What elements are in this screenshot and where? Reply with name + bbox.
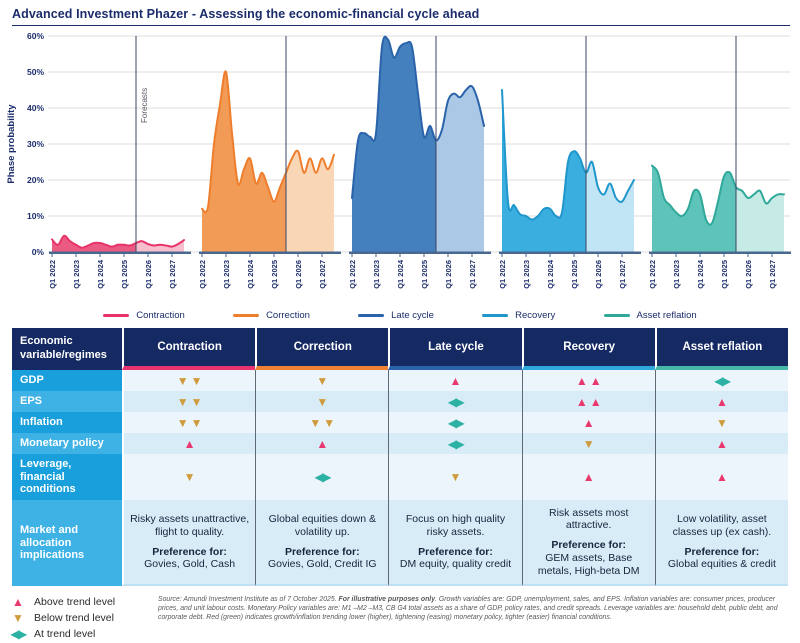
legend-label: Recovery [515,309,556,321]
chart-svg [2,28,794,306]
svg-text:Q1 2025: Q1 2025 [570,260,579,289]
trend-cell-gdp-recovery [522,370,655,391]
svg-text:50%: 50% [26,67,44,77]
preference-items: DM equity, quality credit [399,558,512,571]
legend-label: Contraction [136,309,185,321]
svg-text:Q1 2023: Q1 2023 [522,260,531,289]
svg-text:Q1 2027: Q1 2027 [618,260,627,289]
preference-items: Global equities & credit [667,558,776,571]
row-label-leverage-financial-conditions: Leverage, financial conditions [12,454,122,500]
legend-label: Late cycle [391,309,434,321]
trend-cell-monetary-policy-correction [255,433,388,454]
trend-legend [10,594,158,643]
trend-cell-leverage-financial-conditions-correction [255,454,388,500]
trend-cell-gdp-correction [255,370,388,391]
trend-cell-gdp-late-cycle [388,370,521,391]
legend-line-icon [604,314,630,317]
svg-text:Q1 2023: Q1 2023 [372,260,381,289]
up-trend-icon: ▲ [183,436,196,451]
trend-cell-leverage-financial-conditions-contraction [122,454,255,500]
trend-cell-monetary-policy-contraction [122,433,255,454]
svg-text:Q1 2026: Q1 2026 [144,260,153,289]
trend-legend-label: Below trend level [34,612,114,624]
up-trend-icon: ▲ [582,470,595,484]
trend-cell-leverage-financial-conditions-late-cycle [388,454,521,500]
phase-probability-chart [2,28,800,306]
row-label-eps: EPS [12,391,122,412]
down-trend-icon: ▼▼ [176,415,205,430]
flat-trend-icon: ◀▶ [714,373,730,388]
svg-text:Q1 2026: Q1 2026 [294,260,303,289]
row-label-monetary-policy: Monetary policy [12,433,122,454]
column-header-correction: Correction [255,328,388,370]
legend-item-recovery [482,310,555,321]
legend-item-late-cycle [358,310,434,321]
preference-label: Preference for: [418,545,493,558]
trend-cell-eps-recovery [522,391,655,412]
svg-text:60%: 60% [26,31,44,41]
legend-line-icon [103,314,129,317]
flat-trend-icon: ◀▶ [447,436,464,451]
implication-text: Focus on high quality risky assets. [405,512,506,538]
trend-legend-label: Above trend level [34,596,116,608]
up-trend-icon: ▲ [715,394,728,409]
down-trend-icon: ▼ [715,415,728,430]
column-header-contraction: Contraction [122,328,255,370]
down-trend-icon: ▼▼ [309,415,338,430]
trend-cell-inflation-contraction [122,412,255,433]
flat-trend-icon: ◀▶ [314,470,331,484]
up-trend-icon: ▲ [582,415,595,430]
trend-legend-item-up [10,596,158,608]
svg-text:10%: 10% [26,211,44,221]
legend-line-icon [233,314,259,317]
implication-cell-asset-reflation [655,500,788,586]
regimes-table [12,328,788,586]
svg-text:Q1 2024: Q1 2024 [246,260,255,289]
down-trend-icon: ▼ [449,470,462,484]
column-header-late-cycle: Late cycle [388,328,521,370]
implication-text: Low volatility, asset classes up (ex cash). [672,512,772,538]
svg-text:30%: 30% [26,139,44,149]
up-trend-icon: ▲ [449,373,462,388]
legend-label: Asset reflation [636,309,697,321]
footer [10,594,788,643]
svg-text:Q1 2022: Q1 2022 [198,260,207,289]
preference-label: Preference for: [284,545,360,558]
up-trend-icon: ▲ [715,436,728,451]
source-note [158,594,788,643]
trend-cell-leverage-financial-conditions-asset-reflation [655,454,788,500]
flat-trend-icon: ◀▶ [447,415,464,430]
down-trend-icon: ▼▼ [176,373,205,388]
implication-cell-recovery [522,500,655,586]
trend-cell-leverage-financial-conditions-recovery [522,454,655,500]
preference-label: Preference for: [684,545,760,558]
down-trend-icon: ▼ [316,373,329,388]
trend-legend-item-flat [10,628,158,640]
flat-trend-icon: ◀▶ [10,627,26,641]
up-trend-icon: ▲ [12,595,24,609]
preference-items: Govies, Gold, Cash [144,558,236,571]
svg-text:Q1 2024: Q1 2024 [546,260,555,289]
svg-text:Q1 2025: Q1 2025 [720,260,729,289]
trend-cell-monetary-policy-asset-reflation [655,433,788,454]
legend-line-icon [482,314,508,317]
implication-text: Risk assets most attractive. [549,506,629,532]
trend-cell-inflation-correction [255,412,388,433]
svg-text:Phase probability: Phase probability [6,104,17,184]
trend-legend-label: At trend level [34,628,96,640]
trend-cell-monetary-policy-late-cycle [388,433,521,454]
svg-text:Q1 2022: Q1 2022 [648,260,657,289]
source-text-bold: For illustrative purposes only [338,596,436,603]
down-trend-icon: ▼ [582,436,595,451]
trend-cell-eps-asset-reflation [655,391,788,412]
trend-cell-monetary-policy-recovery [522,433,655,454]
svg-text:20%: 20% [26,175,44,185]
row-label-inflation: Inflation [12,412,122,433]
trend-cell-gdp-contraction [122,370,255,391]
legend-label: Correction [266,309,310,321]
svg-text:Q1 2025: Q1 2025 [120,260,129,289]
svg-text:Q1 2027: Q1 2027 [768,260,777,289]
up-trend-icon: ▲▲ [575,373,604,388]
up-trend-icon: ▲ [316,436,329,451]
column-header-asset-reflation: Asset reflation [655,328,788,370]
svg-text:Q1 2024: Q1 2024 [96,260,105,289]
legend-item-asset-reflation [604,310,697,321]
trend-legend-item-down [10,612,158,624]
svg-text:Q1 2024: Q1 2024 [696,260,705,289]
implication-text: Global equities down & volatility up. [268,512,376,538]
svg-text:Q1 2025: Q1 2025 [270,260,279,289]
trend-cell-eps-late-cycle [388,391,521,412]
implication-cell-late-cycle [388,500,521,586]
svg-text:Q1 2023: Q1 2023 [222,260,231,289]
chart-legend [0,306,800,324]
preference-items: GEM assets, Base metals, High-beta DM [537,551,640,577]
preference-label: Preference for: [551,539,627,552]
source-text-2: . Growth variables are: GDP, unemployment, sales, and EPS. Inflation variables are: consumer prices, producer prices, and unit labour costs. Monetary Policy variables are: M1 –M2 –M3, CB G4 total assets as a share of GDP, policy rates, and credit spreads. Leverage variables are: household debt, public debt, and corporate debt. Red (green) indicates growth/inflation trending lower (higher), tightening (easing) monetary policy, tighter (easier) financial conditions. [158,596,778,621]
svg-text:Q1 2027: Q1 2027 [168,260,177,289]
down-trend-icon: ▼ [183,470,196,484]
svg-text:Q1 2023: Q1 2023 [72,260,81,289]
trend-cell-eps-correction [255,391,388,412]
implication-cell-contraction [122,500,255,586]
row-label-market-and-allocation-implications: Market and allocation implications [12,500,122,586]
svg-text:Q1 2026: Q1 2026 [594,260,603,289]
svg-text:Q1 2023: Q1 2023 [672,260,681,289]
svg-text:Q1 2025: Q1 2025 [420,260,429,289]
preference-items: Govies, Gold, Credit IG [268,558,377,571]
source-text-1: Source: Amundi Investment Institute as of 7 October 2025. [158,596,339,603]
implication-cell-correction [255,500,388,586]
svg-text:40%: 40% [26,103,44,113]
up-trend-icon: ▲▲ [575,394,604,409]
implication-text: Risky assets unattractive, flight to quality. [130,512,250,538]
legend-line-icon [358,314,384,317]
trend-cell-eps-contraction [122,391,255,412]
row-label-gdp: GDP [12,370,122,391]
page-title: Advanced Investment Phazer - Assessing the economic-financial cycle ahead [12,7,790,26]
svg-text:Q1 2027: Q1 2027 [468,260,477,289]
svg-text:Q1 2022: Q1 2022 [48,260,57,289]
flat-trend-icon: ◀▶ [447,394,464,409]
svg-text:0%: 0% [31,247,44,257]
up-trend-icon: ▲ [715,470,728,484]
down-trend-icon: ▼ [12,611,24,625]
svg-text:Q1 2027: Q1 2027 [318,260,327,289]
svg-text:Q1 2024: Q1 2024 [396,260,405,289]
svg-text:Q1 2026: Q1 2026 [744,260,753,289]
svg-text:Q1 2026: Q1 2026 [444,260,453,289]
trend-cell-gdp-asset-reflation [655,370,788,391]
legend-item-contraction [103,310,185,321]
svg-text:Forecasts: Forecasts [140,87,149,123]
preference-label: Preference for: [152,545,227,558]
table-corner-header: Economic variable/regimes [12,328,122,370]
legend-item-correction [233,310,310,321]
trend-cell-inflation-recovery [522,412,655,433]
column-header-recovery: Recovery [522,328,655,370]
svg-text:Q1 2022: Q1 2022 [498,260,507,289]
svg-text:Q1 2022: Q1 2022 [348,260,357,289]
trend-cell-inflation-asset-reflation [655,412,788,433]
down-trend-icon: ▼▼ [176,394,205,409]
trend-cell-inflation-late-cycle [388,412,521,433]
down-trend-icon: ▼ [316,394,329,409]
